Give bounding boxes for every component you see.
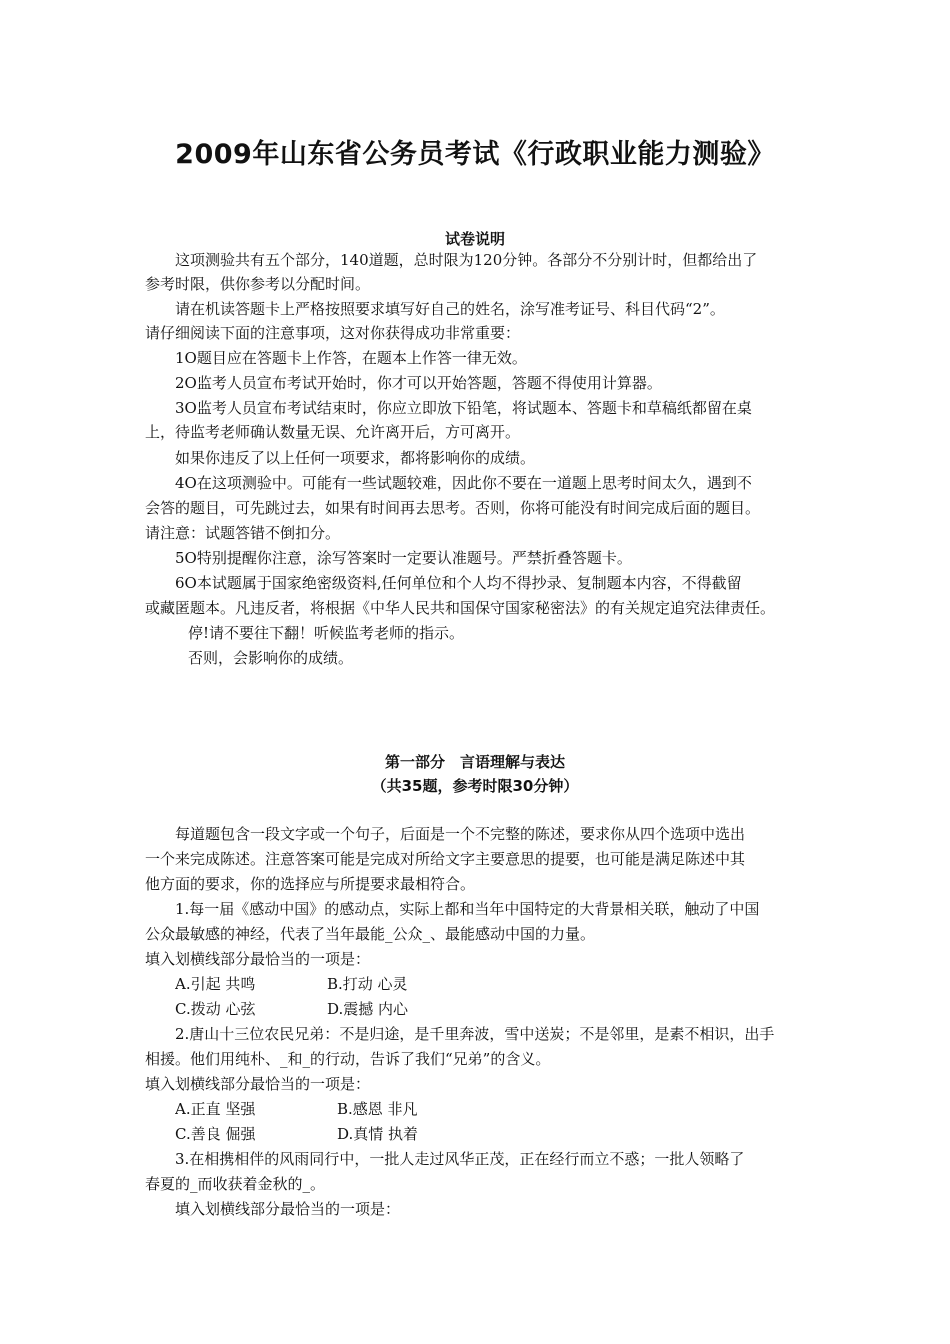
q2-option-b: B.感恩 非凡 [337,1100,418,1118]
q1-option-d: D.震撼 内心 [327,1000,409,1018]
q2-stem-line: 2.唐山十三位农民兄弟：不是归途，是千里奔波，雪中送炭；不是邻里，是素不相识，出手 [175,1025,775,1043]
part1-heading: 第一部分 言语理解与表达 [384,753,565,771]
q1-option-a: A.引起 共鸣 [175,975,256,993]
part1-intro-line: 每道题包含一段文字或一个句子，后面是一个不完整的陈述，要求你从四个选项中选出 [175,825,746,843]
q2-option-row [175,1097,815,1121]
instruction-line: 6O本试题属于国家绝密级资料,任何单位和个人均不得抄录、复制题本内容，不得截留 [175,574,742,592]
q1-stem-line: 1.每一届《感动中国》的感动点，实际上都和当年中国特定的大背景相关联，触动了中国 [175,900,760,918]
instruction-line: 5O特别提醒你注意，涂写答案时一定要认准题号。严禁折叠答题卡。 [175,549,632,567]
q1-stem-line: 公众最敏感的神经，代表了当年最能_公众_、最能感动中国的力量。 [145,925,596,943]
instruction-line: 4O在这项测验中。可能有一些试题较难，因此你不要在一道题上思考时间太久，遇到不 [175,474,752,492]
q1-option-c: C.拨动 心弦 [175,1000,256,1018]
instruction-line: 参考时限，供你参考以分配时间。 [145,275,371,293]
q1-prompt: 填入划横线部分最恰当的一项是： [145,950,371,968]
part1-intro-line: 一个来完成陈述。注意答案可能是完成对所给文字主要意思的提要，也可能是满足陈述中其 [145,850,746,868]
instruction-line: 如果你违反了以上任何一项要求，都将影响你的成绩。 [175,449,536,467]
instruction-line: 1O题目应在答题卡上作答，在题本上作答一律无效。 [175,349,527,367]
instruction-line: 2O监考人员宣布考试开始时，你才可以开始答题，答题不得使用计算器。 [175,374,662,392]
q3-stem-line: 春夏的_而收获着金秋的_。 [145,1175,326,1193]
part1-subheading: （共35题，参考时限30分钟） [371,777,579,795]
instruction-line: 停!请不要往下翻！听候监考老师的指示。 [188,624,465,642]
q2-option-c: C.善良 倔强 [175,1125,256,1143]
instructions-heading: 试卷说明 [444,230,505,248]
instruction-line: 会答的题目，可先跳过去，如果有时间再去思考。否则，你将可能没有时间完成后面的题目。 [145,499,761,517]
q1-option-b: B.打动 心灵 [327,975,408,993]
q3-stem-line: 3.在相携相伴的风雨同行中，一批人走过风华正茂，正在经行而立不惑；一批人领略了 [175,1150,745,1168]
instruction-line: 上，待监考老师确认数量无误、允许离开后，方可离开。 [145,423,521,441]
q1-option-row [175,972,815,996]
q2-option-row [175,1122,815,1146]
instruction-line: 否则，会影响你的成绩。 [188,649,354,667]
document-title: 2009年山东省公务员考试《行政职业能力测验》 [175,139,775,170]
q1-option-row [175,997,815,1021]
q2-option-a: A.正直 坚强 [175,1100,256,1118]
instruction-line: 或藏匿题本。凡违反者，将根据《中华人民共和国保守国家秘密法》的有关规定追究法律责任。 [145,599,776,617]
q2-prompt: 填入划横线部分最恰当的一项是： [145,1075,371,1093]
q2-stem-line: 相援。他们用纯朴、_和_的行动，告诉了我们“兄弟”的含义。 [145,1050,551,1068]
q3-prompt: 填入划横线部分最恰当的一项是： [175,1200,401,1218]
instruction-line: 请在机读答题卡上严格按照要求填写好自己的姓名，涂写准考证号、科目代码“2”。 [175,300,725,318]
instruction-line: 请仔细阅读下面的注意事项，这对你获得成功非常重要： [145,324,521,342]
part1-intro-line: 他方面的要求，你的选择应与所提要求最相符合。 [145,875,476,893]
instruction-line: 这项测验共有五个部分，140道题，总时限为120分钟。各部分不分别计时，但都给出了 [175,251,758,269]
instruction-line: 请注意：试题答错不倒扣分。 [145,524,341,542]
q2-option-d: D.真情 执着 [337,1125,419,1143]
instruction-line: 3O监考人员宣布考试结束时，你应立即放下铅笔，将试题本、答题卡和草稿纸都留在桌 [175,399,752,417]
